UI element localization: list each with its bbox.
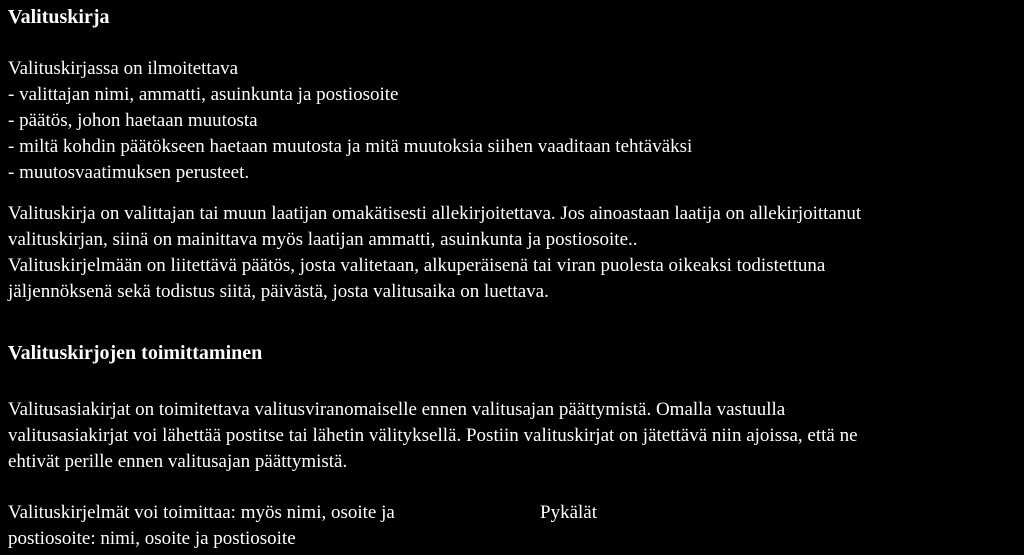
paragraph-line: valitusasiakirjat voi lähettää postitse tai lähetin välityksellä. Postiin valituskirjat on jätettävä niin ajoissa, että ne — [8, 425, 858, 446]
signature-paragraph — [8, 201, 1016, 305]
footer-line: postiosoite: nimi, osoite ja postiosoite — [8, 528, 296, 549]
paragraph-line: valituskirjan, siinä on mainittava myös laatijan ammatti, asuinkunta ja postiosoite.. — [8, 229, 638, 250]
list-intro: Valituskirjassa on ilmoitettava — [8, 58, 239, 79]
list-item: - valittajan nimi, ammatti, asuinkunta ja postiosoite — [8, 84, 399, 105]
footer-right — [540, 500, 597, 526]
footer-pykalat: Pykälät — [540, 502, 597, 523]
list-item: - muutosvaatimuksen perusteet. — [8, 162, 250, 183]
section-heading-toimittaminen: Valituskirjojen toimittaminen — [8, 342, 263, 364]
paragraph-line: Valituskirjelmään on liitettävä päätös, josta valitetaan, alkuperäisenä tai viran puolesta oikeaksi todistettuna — [8, 255, 826, 276]
required-info-list — [8, 56, 1016, 186]
paragraph-line: Valitusasiakirjat on toimitettava valitusviranomaiselle ennen valitusajan päättymistä. Omalla vastuulla — [8, 399, 786, 420]
paragraph-line: Valituskirja on valittajan tai muun laatijan omakätisesti allekirjoitettava. Jos ainoastaan laatija on allekirjoittanut — [8, 203, 862, 224]
footer-left — [8, 500, 395, 552]
list-item: - miltä kohdin päätökseen haetaan muutosta ja mitä muutoksia siihen vaaditaan tehtäväksi — [8, 136, 693, 157]
list-item: - päätös, johon haetaan muutosta — [8, 110, 258, 131]
paragraph-line: jäljennöksenä sekä todistus siitä, päivästä, josta valitusaika on luettava. — [8, 281, 549, 302]
paragraph-line: ehtivät perille ennen valitusajan päättymistä. — [8, 451, 348, 472]
section-heading-valituskirja: Valituskirja — [8, 6, 110, 28]
footer-line: Valituskirjelmät voi toimittaa: myös nimi, osoite ja — [8, 502, 395, 523]
delivery-paragraph — [8, 397, 1016, 475]
